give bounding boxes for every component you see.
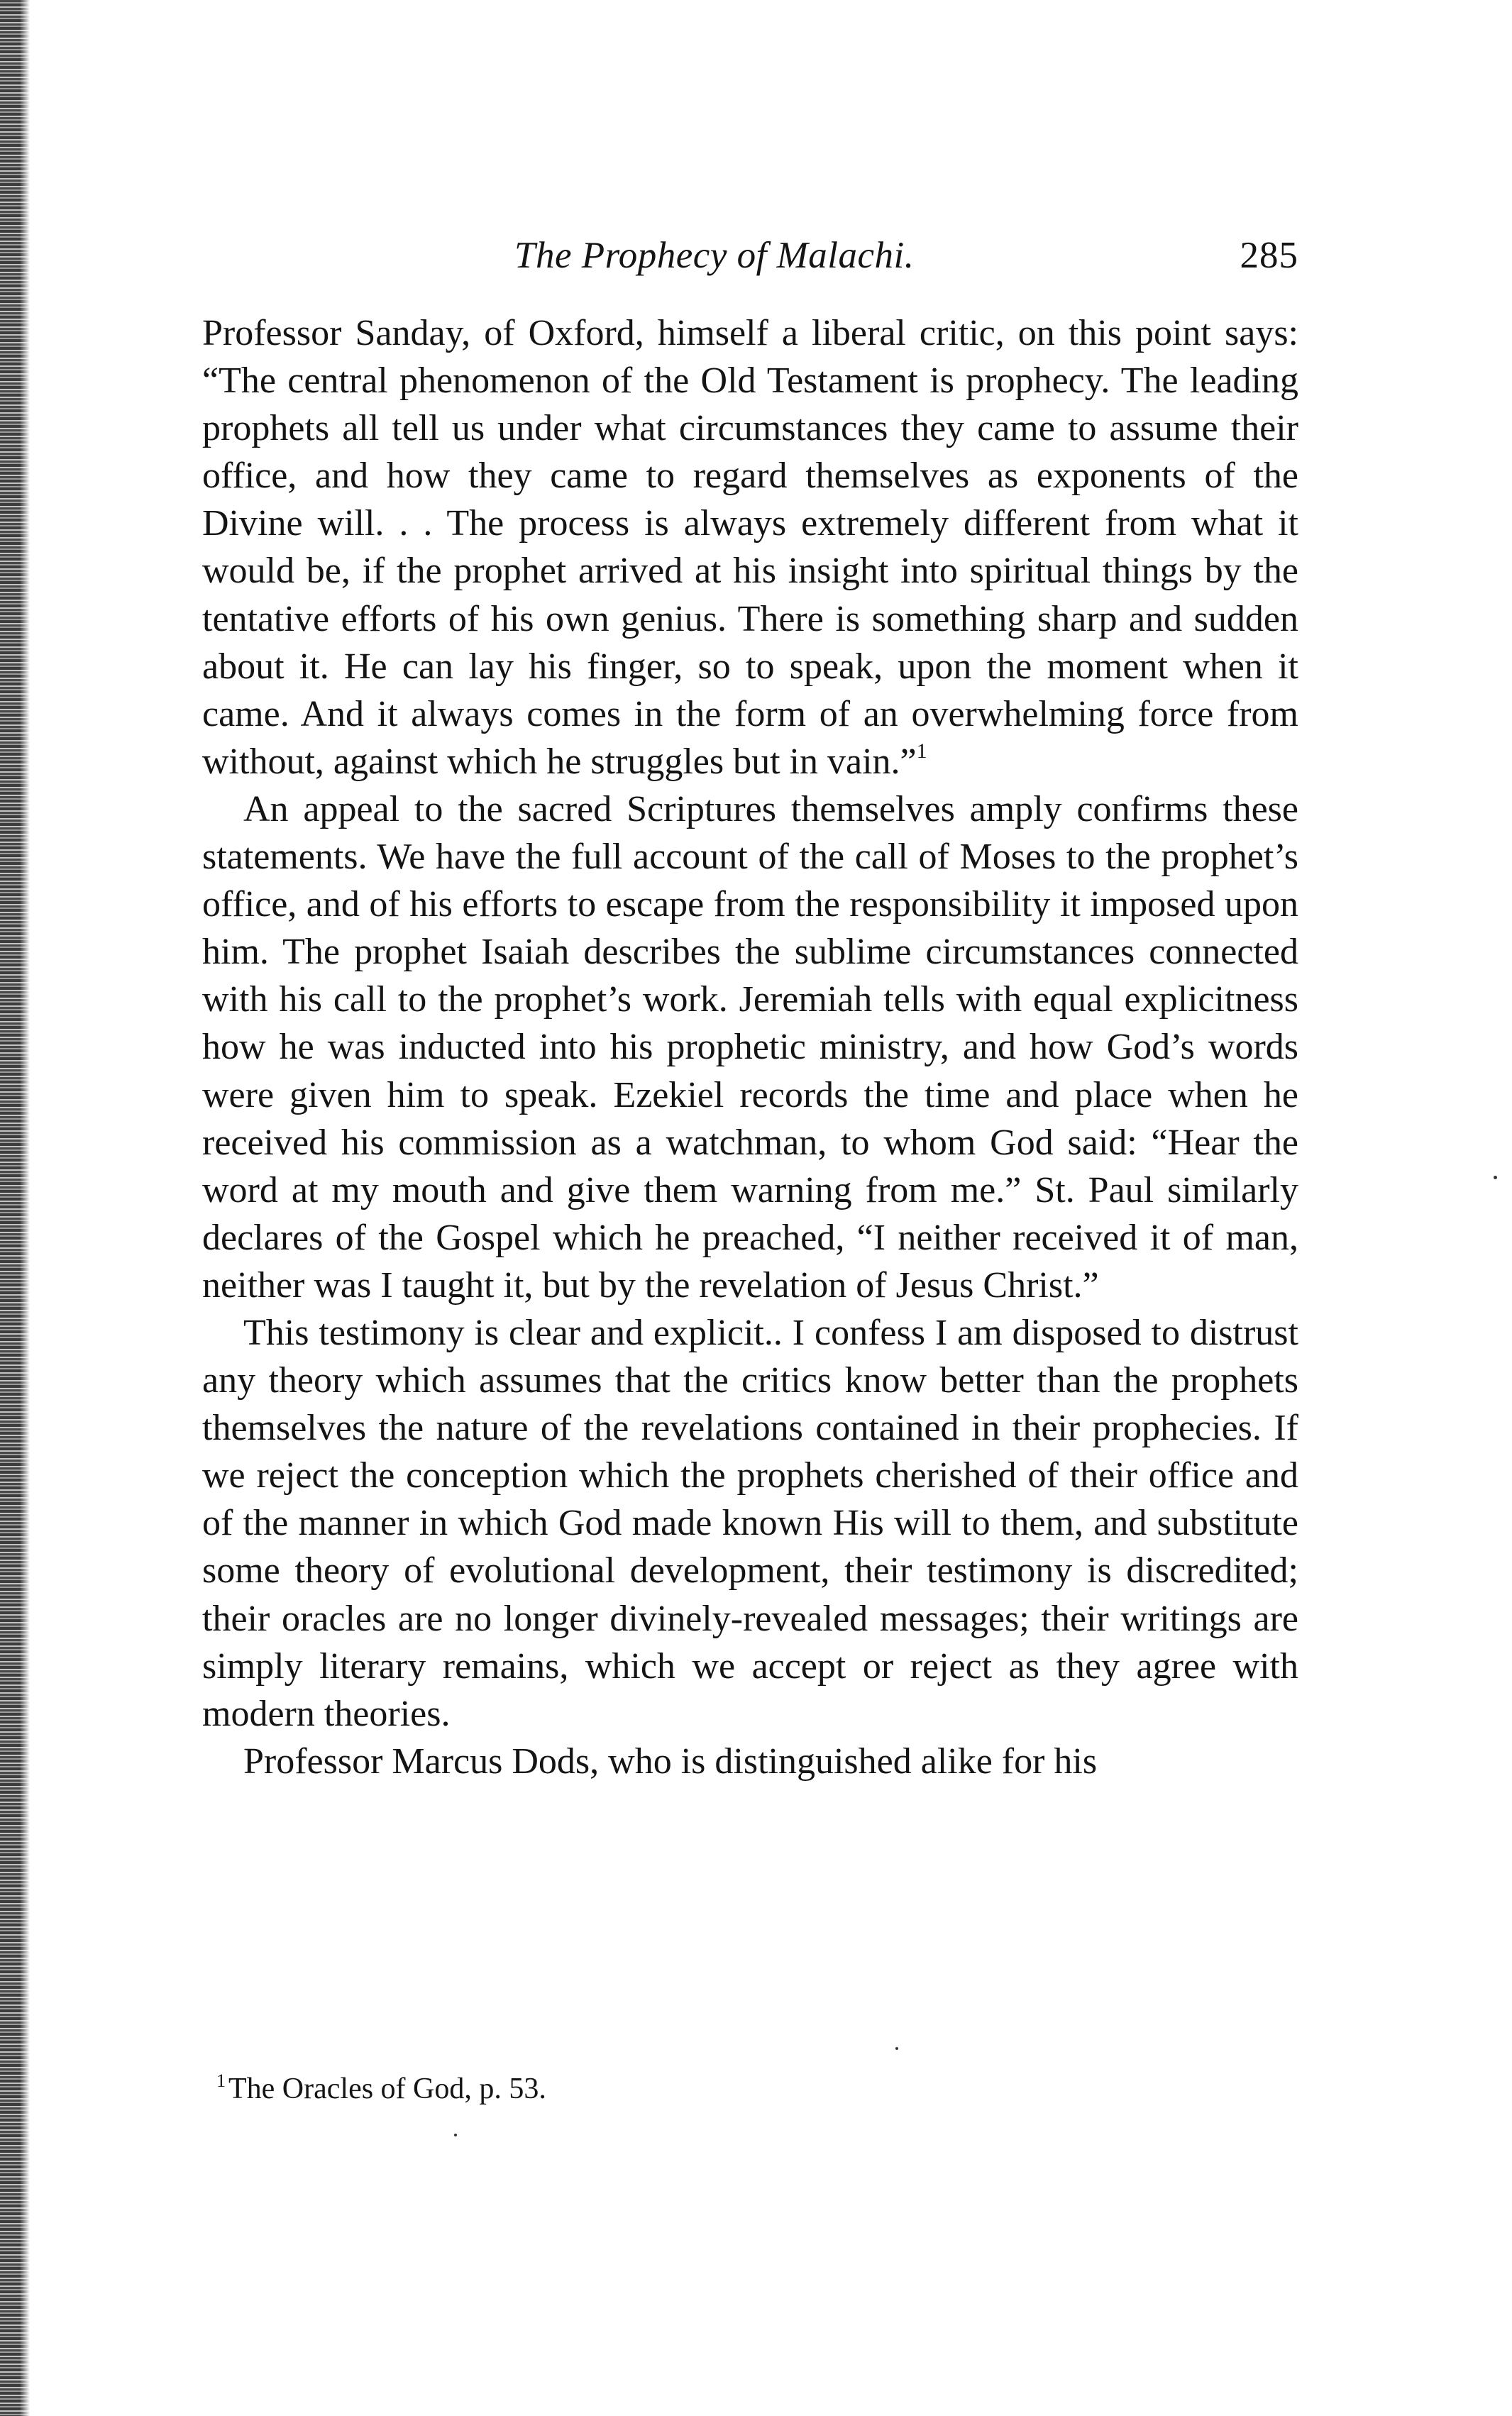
paragraph-3: This testimony is clear and explicit.. I confess I am disposed to distrust any theory which assumes that the critics know better than the prophets themselves the nature of the revelations contained in their prophecies. If we reject the conception which the prophets cherished of their office and of the manner in which God made known His will to them, and substitute some theory of evolutional development, their testimony is discredited; their oracles are no longer divinely-revealed messages; their writings are simply literary remains, which we accept or reject as they agree with modern theories. — [202, 1312, 1298, 1734]
paragraph-1-text: Professor Sanday, of Oxford, himself a liberal critic, on this point says: “The central phenomenon of the Old Testament is prophecy. The leading prophets all tell us under what circumstances they came to assume their office, and how they came to regard themselves as exponents of the Divine will. . . The process is always extremely different from what it would be, if the prophet arrived at his insight into spiritual things by the tentative efforts of his own genius. There is something sharp and sudden about it. He can lay his finger, so to speak, upon the moment when it came. And it always comes in the form of an overwhelming force from without, against which he struggles but in vain.” — [202, 313, 1298, 782]
footnote-number: 1 — [216, 2070, 226, 2091]
footnote — [216, 2070, 1210, 2108]
running-head — [202, 234, 1298, 291]
paragraph-4: Professor Marcus Dods, who is distinguished alike for his — [243, 1741, 1098, 1782]
footnote-text: The Oracles of God, p. 53. — [228, 2073, 546, 2105]
running-title: The Prophecy of Malachi. — [514, 235, 915, 276]
print-speck — [454, 2134, 457, 2136]
paragraph-1 — [202, 309, 1298, 785]
print-speck — [895, 2047, 898, 2050]
footnote-reference: 1 — [916, 739, 927, 763]
text-body — [202, 309, 1298, 1785]
print-speck — [1494, 1176, 1497, 1179]
paragraph-2: An appeal to the sacred Scriptures themselves amply confirms these statements. We have the full account of the call of Moses to the prophet’s office, and of his efforts to escape from the responsibility it imposed upon him. The prophet Isaiah describes the sublime circumstances connected with his call to the prophet’s work. Jeremiah tells with equal explicitness how he was inducted into his prophetic ministry, and how God’s words were given him to speak. Ezekiel records the time and place when he received his commission as a watchman, to whom God said: “Hear the word at my mouth and give them warning from me.” St. Paul similarly declares of the Gospel which he preached, “I neither received it of man, neither was I taught it, but by the revelation of Jesus Christ.” — [202, 788, 1298, 1306]
binding-edge — [0, 0, 30, 2416]
page-number: 285 — [1240, 235, 1298, 276]
